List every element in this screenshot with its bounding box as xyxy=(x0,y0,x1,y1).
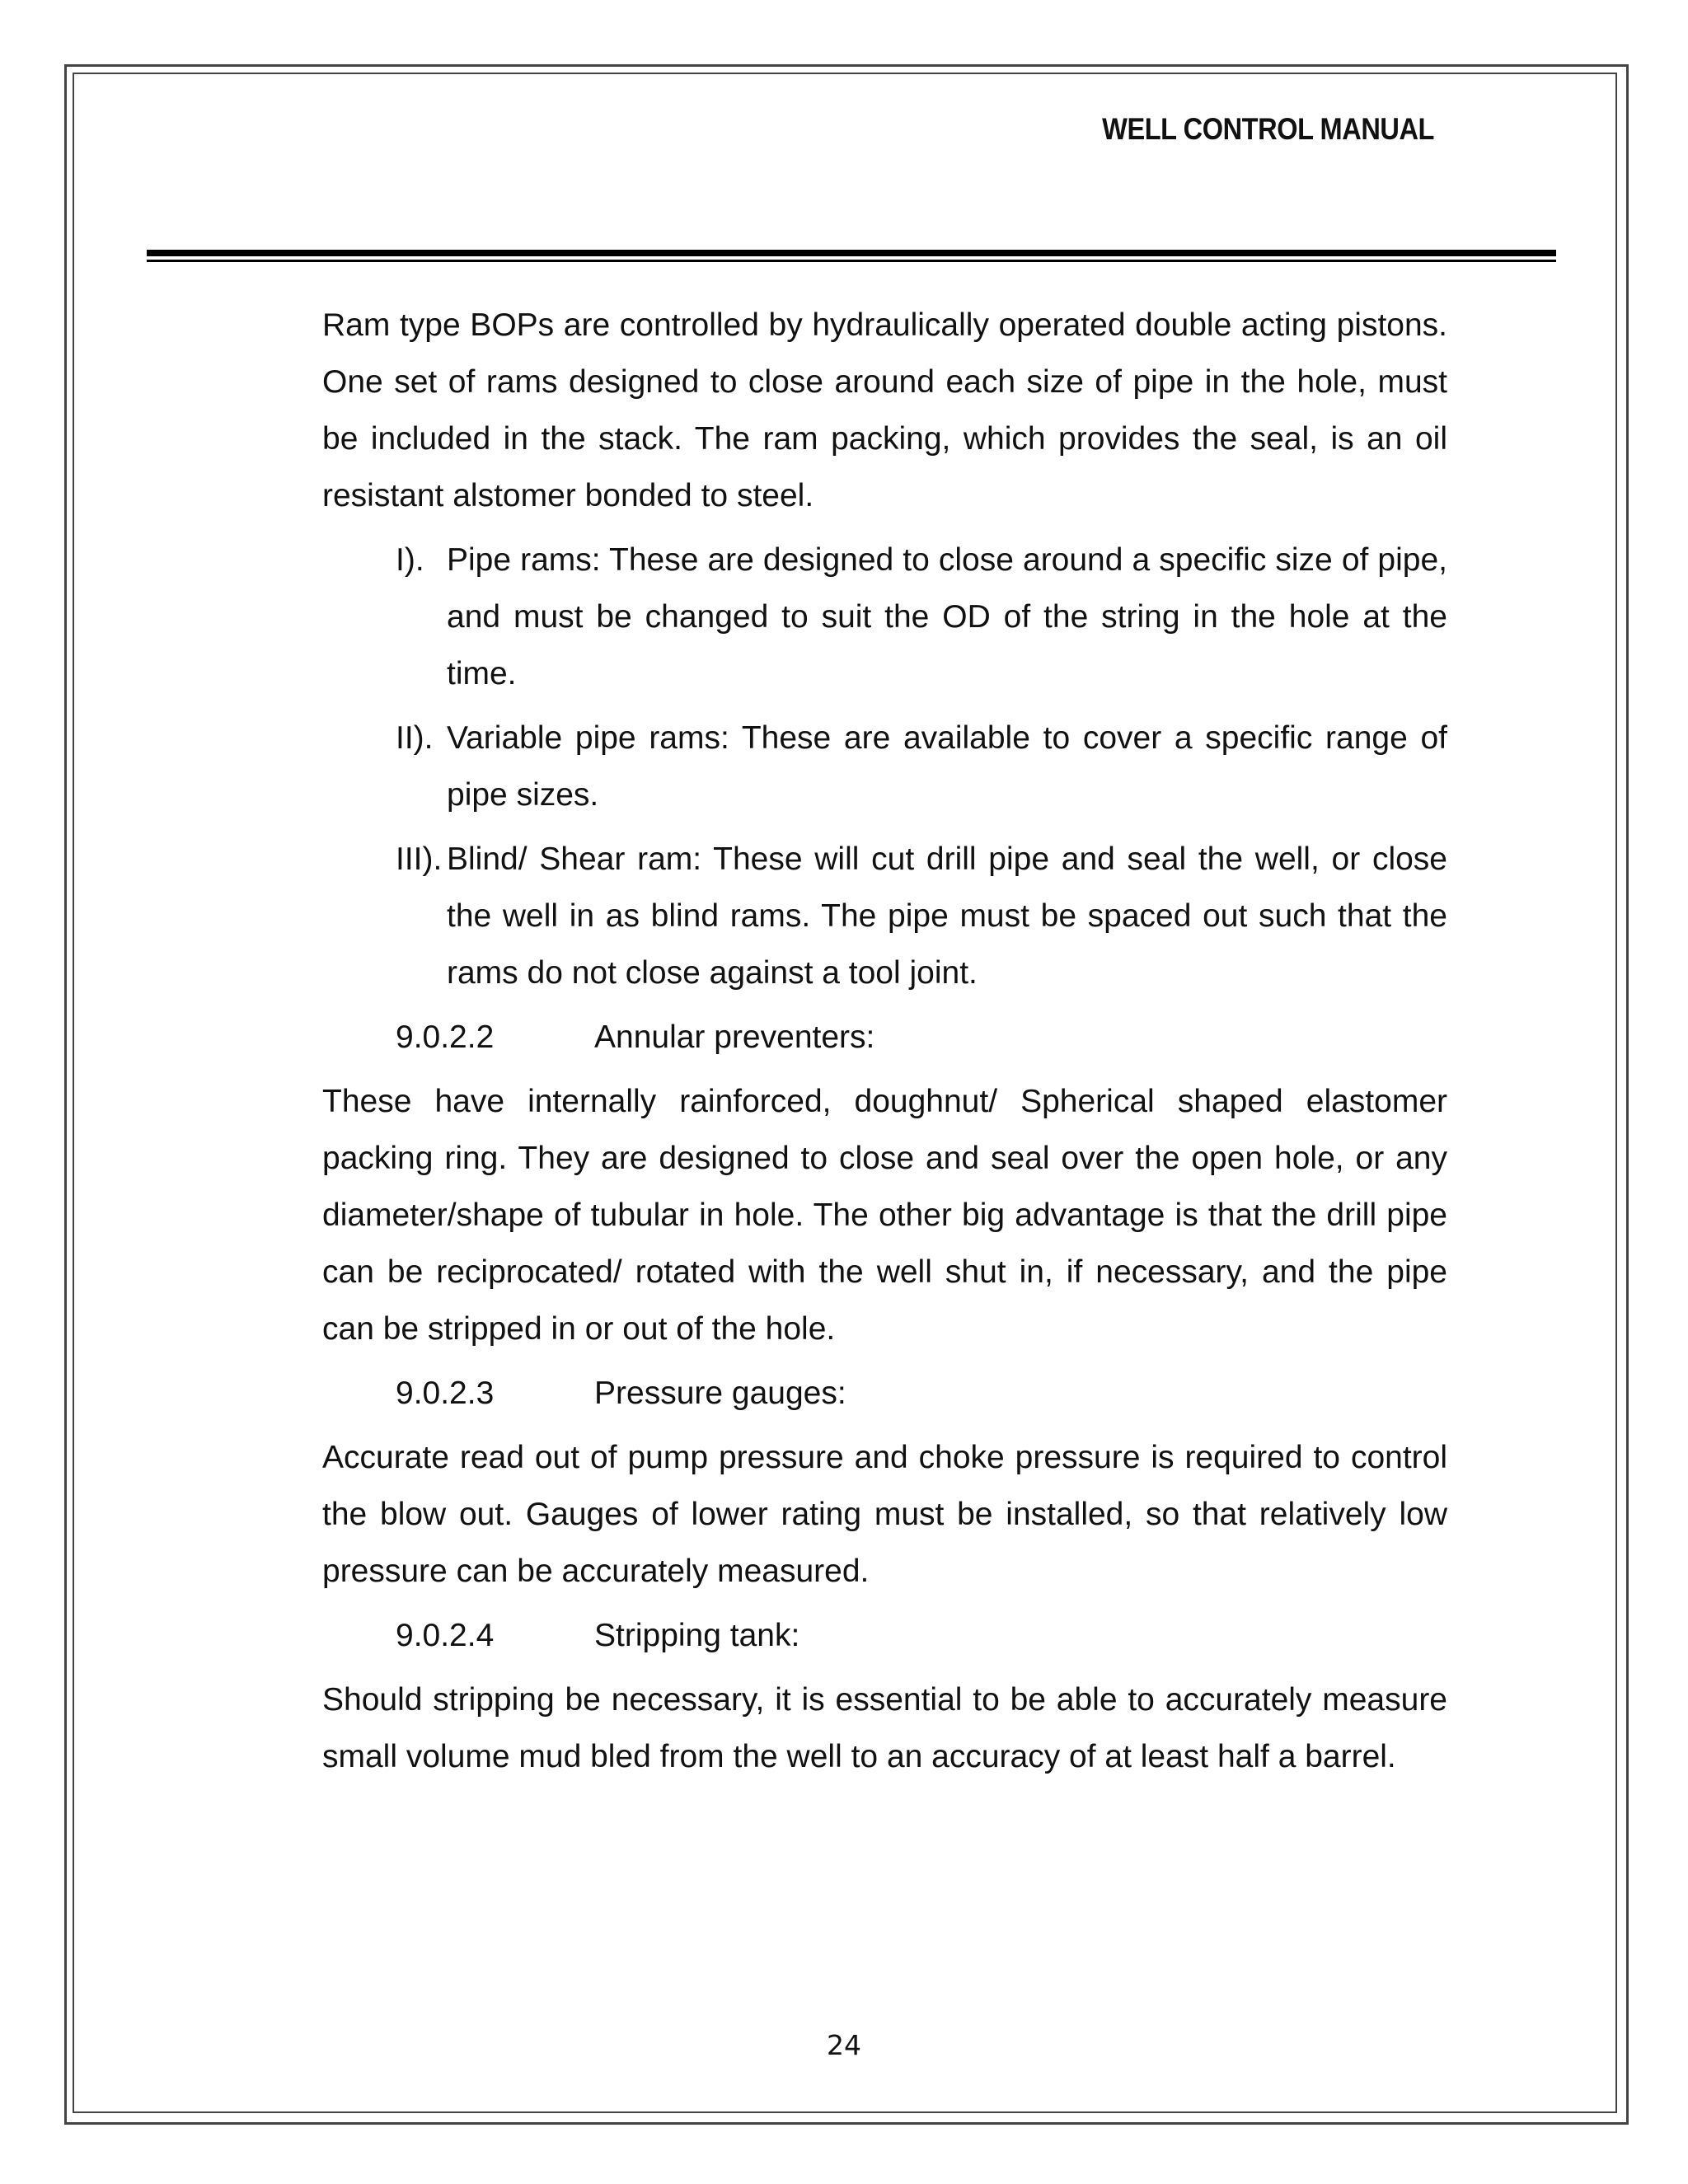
section-title: Stripping tank: xyxy=(594,1618,800,1653)
section-heading-pressure-gauges xyxy=(322,1365,1447,1422)
list-item-variable-pipe-rams xyxy=(322,710,1447,823)
section-number: 9.0.2.4 xyxy=(396,1618,495,1653)
list-marker: I). xyxy=(396,542,424,578)
page-body xyxy=(322,297,1447,1793)
header-rule-thick xyxy=(147,250,1556,256)
list-marker: II). xyxy=(396,720,434,756)
list-item-text: Blind/ Shear ram: These will cut drill pipe and seal the well, or close the well in as blind rams. The pipe must be spaced out such that the rams do not close against a tool joint. xyxy=(447,841,1447,991)
section-body-pressure-gauges: Accurate read out of pump pressure and choke pressure is required to control the blow out. Gauges of lower rating must be installed, so that relatively low pressure can be accurately measured. xyxy=(322,1440,1447,1589)
list-item-text: Pipe rams: These are designed to close around a specific size of pipe, and must be changed to suit the OD of the string in the hole at the time. xyxy=(447,542,1447,691)
section-heading-annular-preventers xyxy=(322,1009,1447,1066)
section-number: 9.0.2.3 xyxy=(396,1376,495,1411)
page-number: 24 xyxy=(827,2029,861,2061)
list-item-text: Variable pipe rams: These are available to cover a specific range of pipe sizes. xyxy=(447,720,1447,813)
list-marker: III). xyxy=(396,841,443,877)
list-item-pipe-rams xyxy=(322,532,1447,702)
section-body-annular-preventers: These have internally rainforced, doughnut/ Spherical shaped elastomer packing ring. They are designed to close and seal over the open hole, or any diameter/shape of tubular in hole. The other big advantage is that the drill pipe can be reciprocated/ rotated with the well shut in, if necessary, and the pipe can be stripped in or out of the hole. xyxy=(322,1084,1447,1347)
section-number: 9.0.2.2 xyxy=(396,1019,495,1055)
list-item-blind-shear-ram xyxy=(322,831,1447,1001)
header-rule-thin xyxy=(147,260,1556,262)
section-title: Annular preventers: xyxy=(594,1019,875,1055)
section-body-stripping-tank: Should stripping be necessary, it is essential to be able to accurately measure small volume mud bled from the well to an accuracy of at least half a barrel. xyxy=(322,1682,1447,1774)
running-header: WELL CONTROL MANUAL xyxy=(1102,112,1434,146)
intro-paragraph: Ram type BOPs are controlled by hydraulically operated double acting pistons. One set of rams designed to close around each size of pipe in the hole, must be included in the stack. The ram packing, which provides the seal, is an oil resistant alstomer bonded to steel. xyxy=(322,307,1447,513)
section-title: Pressure gauges: xyxy=(594,1376,846,1411)
section-heading-stripping-tank xyxy=(322,1607,1447,1664)
